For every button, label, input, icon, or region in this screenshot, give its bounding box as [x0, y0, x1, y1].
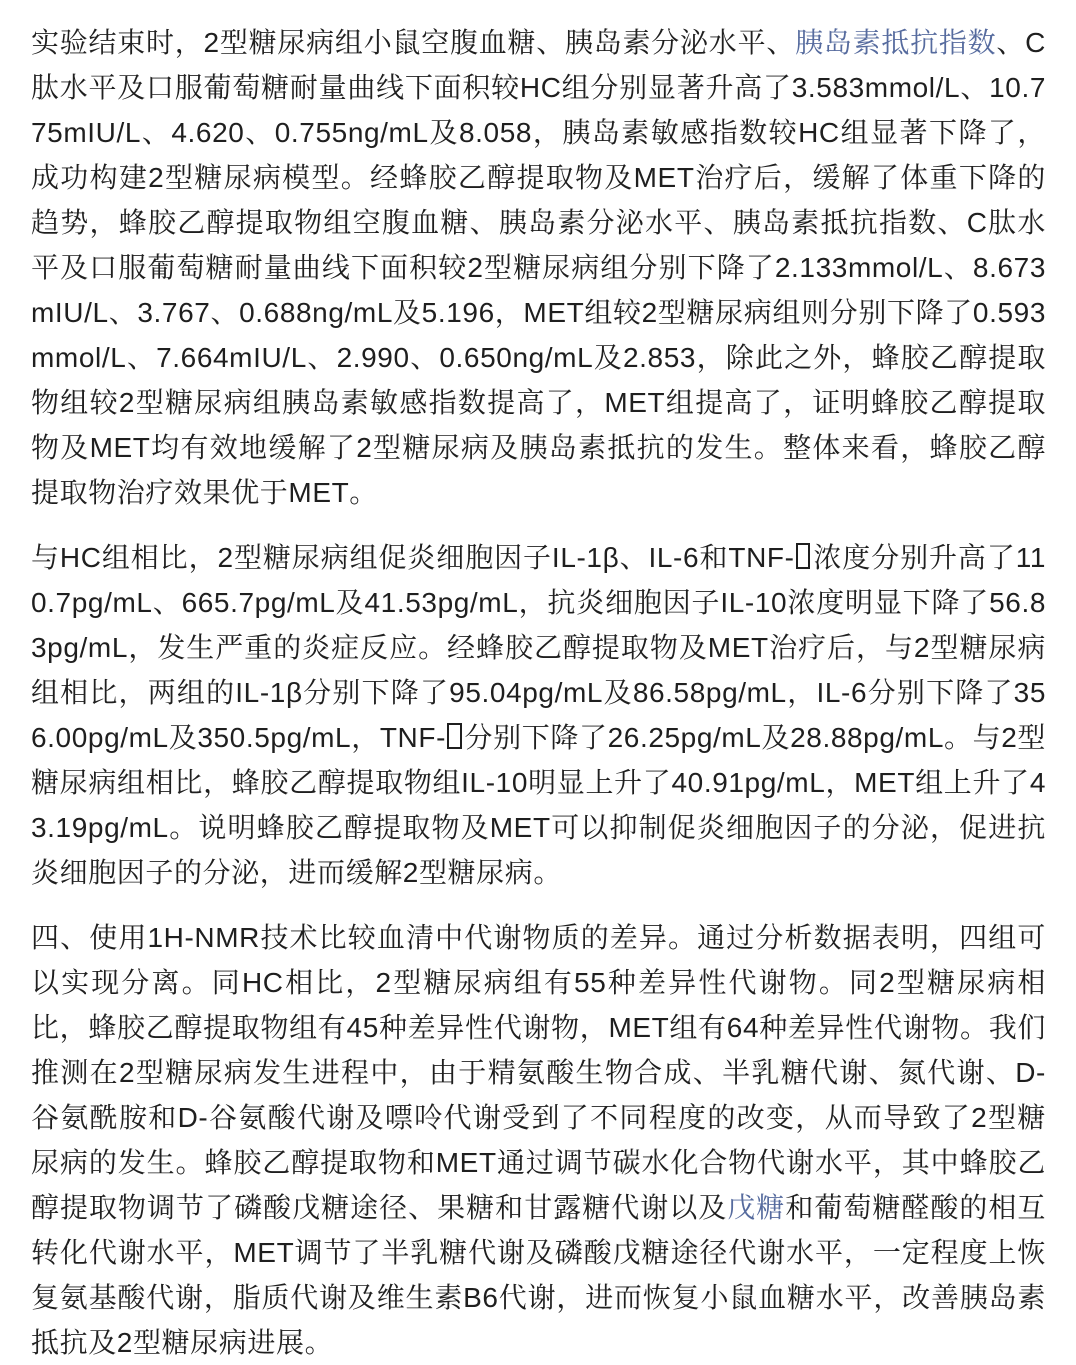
highlighted-term: 胰岛素抵抗指数 — [795, 27, 997, 58]
text-segment: 与HC组相比，2型糖尿病组促炎细胞因子IL-1β、IL-6和TNF- — [31, 542, 795, 573]
paragraph-1 — [31, 20, 1046, 515]
text-segment: 实验结束时，2型糖尿病组小鼠空腹血糖、胰岛素分泌水平、 — [31, 27, 796, 58]
paragraph-3 — [31, 915, 1046, 1365]
paragraph-2 — [31, 535, 1046, 895]
document-body — [31, 20, 1046, 1365]
missing-glyph-box — [796, 543, 811, 569]
text-segment: 浓度分别升高了110.7pg/mL、665.7pg/mL及41.53pg/mL，抗炎细胞因子IL-10浓度明显下降了56.83pg/mL，发生严重的炎症反应。经蜂胶乙醇提取物及MET治疗后，与2型糖尿病组相比，两组的IL-1β分别下降了95.04pg/mL及86.58pg/mL，IL-6分别下降了356.00pg/mL及350.5pg/mL，TNF- — [31, 542, 1046, 753]
text-segment: 、C肽水平及口服葡萄糖耐量曲线下面积较HC组分别显著升高了3.583mmol/L、10.775mIU/L、4.620、0.755ng/mL及8.058，胰岛素敏感指数较HC组显著下降了，成功构建2型糖尿病模型。经蜂胶乙醇提取物及MET治疗后，缓解了体重下降的趋势，蜂胶乙醇提取物组空腹血糖、胰岛素分泌水平、胰岛素抵抗指数、C肽水平及口服葡萄糖耐量曲线下面积较2型糖尿病组分别下降了2.133mmol/L、8.673mIU/L、3.767、0.688ng/mL及5.196，MET组较2型糖尿病组则分别下降了0.593mmol/L、7.664mIU/L、2.990、0.650ng/mL及2.853，除此之外，蜂胶乙醇提取物组较2型糖尿病组胰岛素敏感指数提高了，MET组提高了，证明蜂胶乙醇提取物及MET均有效地缓解了2型糖尿病及胰岛素抵抗的发生。整体来看，蜂胶乙醇提取物治疗效果优于MET。 — [31, 27, 1047, 508]
text-segment: 四、使用1H-NMR技术比较血清中代谢物质的差异。通过分析数据表明，四组可以实现分离。同HC相比，2型糖尿病组有55种差异性代谢物。同2型糖尿病相比，蜂胶乙醇提取物组有45种差异性代谢物，MET组有64种差异性代谢物。我们推测在2型糖尿病发生进程中，由于精氨酸生物合成、半乳糖代谢、氮代谢、D-谷氨酰胺和D-谷氨酸代谢及嘌呤代谢受到了不同程度的改变，从而导致了2型糖尿病的发生。蜂胶乙醇提取物和MET通过调节碳水化合物代谢水平，其中蜂胶乙醇提取物调节了磷酸戊糖途径、果糖和甘露糖代谢以及 — [31, 922, 1046, 1223]
highlighted-term: 戊糖 — [727, 1192, 786, 1223]
text-segment: 和葡萄糖醛酸的相互转化代谢水平，MET调节了半乳糖代谢及磷酸戊糖途径代谢水平，一定程度上恢复氨基酸代谢，脂质代谢及维生素B6代谢，进而恢复小鼠血糖水平，改善胰岛素抵抗及2型糖尿病进展。 — [31, 1192, 1047, 1358]
missing-glyph-box — [447, 723, 462, 749]
text-segment: 分别下降了26.25pg/mL及28.88pg/mL。与2型糖尿病组相比，蜂胶乙醇提取物组IL-10明显上升了40.91pg/mL，MET组上升了43.19pg/mL。说明蜂胶乙醇提取物及MET可以抑制促炎细胞因子的分泌，促进抗炎细胞因子的分泌，进而缓解2型糖尿病。 — [31, 722, 1046, 888]
